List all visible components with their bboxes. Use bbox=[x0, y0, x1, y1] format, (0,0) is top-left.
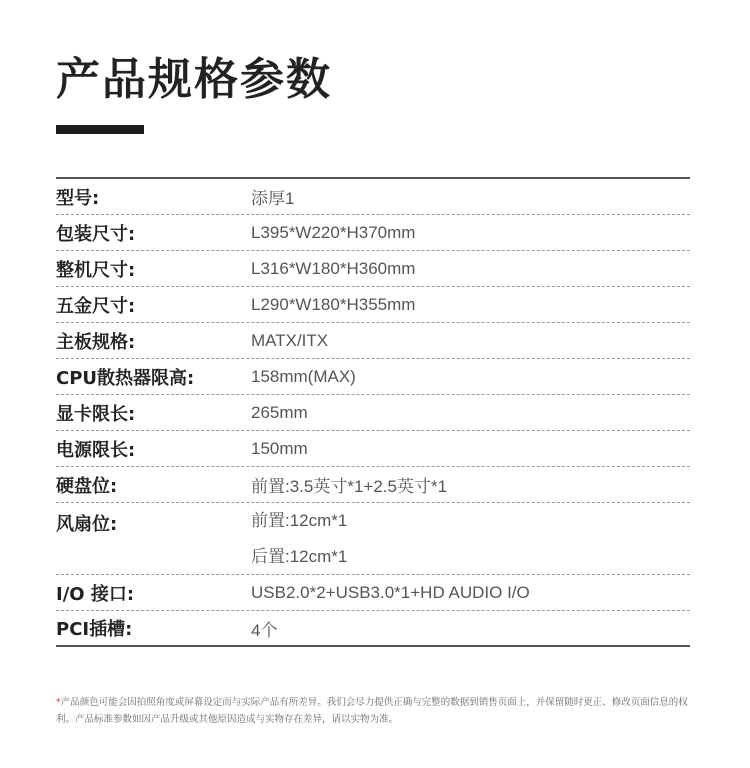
spec-label: 电源限长: bbox=[56, 439, 136, 461]
spec-value-list bbox=[251, 503, 347, 574]
spec-row-hardware-size bbox=[56, 287, 690, 323]
spec-value: 前置:12cm*1 bbox=[251, 511, 348, 530]
spec-label: 显卡限长: bbox=[56, 403, 136, 425]
spec-value: MATX/ITX bbox=[251, 330, 329, 350]
spec-value: L316*W180*H360mm bbox=[251, 258, 416, 278]
spec-value: 158mm(MAX) bbox=[251, 366, 356, 386]
spec-value: 后置:12cm*1 bbox=[251, 547, 348, 566]
spec-table bbox=[56, 177, 690, 647]
spec-value: 150mm bbox=[251, 438, 308, 458]
spec-label: 整机尺寸: bbox=[56, 259, 136, 281]
disclaimer-footnote bbox=[56, 694, 696, 728]
spec-label: PCI插槽: bbox=[56, 619, 133, 640]
spec-label: 型号: bbox=[56, 187, 100, 209]
spec-row-case-size bbox=[56, 251, 690, 287]
spec-row-model bbox=[56, 179, 690, 215]
spec-label: 五金尺寸: bbox=[56, 295, 136, 317]
spec-row-motherboard bbox=[56, 323, 690, 359]
spec-row-io-ports bbox=[56, 575, 690, 611]
spec-label: CPU散热器限高: bbox=[56, 367, 195, 389]
spec-row-fan-positions bbox=[56, 503, 690, 575]
spec-label: I/O 接口: bbox=[56, 583, 135, 605]
spec-value: 4个 bbox=[251, 620, 278, 640]
footnote-asterisk: * bbox=[56, 696, 61, 708]
spec-row-gpu-length bbox=[56, 395, 690, 431]
spec-row-drive-bays bbox=[56, 467, 690, 503]
spec-label: 包装尺寸: bbox=[56, 223, 136, 245]
footnote-text: 产品颜色可能会因拍照角度或屏幕设定而与实际产品有所差异。我们会尽力提供正确与完整的数据到销售页面上，并保留随时更正、修改页面信息的权利。产品标准参数如因产品升级或其他原因造成与实物存在差异，请以实物为准。 bbox=[56, 696, 688, 725]
title-underline-bar bbox=[56, 125, 144, 134]
spec-value: USB2.0*2+USB3.0*1+HD AUDIO I/O bbox=[251, 582, 530, 602]
spec-value: 前置:3.5英寸*1+2.5英寸*1 bbox=[251, 477, 448, 496]
spec-value: 265mm bbox=[251, 402, 308, 422]
spec-row-package-size bbox=[56, 215, 690, 251]
spec-label: 硬盘位: bbox=[56, 475, 118, 497]
spec-value: L290*W180*H355mm bbox=[251, 294, 416, 314]
spec-label: 主板规格: bbox=[56, 331, 136, 353]
spec-row-pci-slots bbox=[56, 611, 690, 647]
spec-label: 风扇位: bbox=[56, 514, 118, 535]
spec-row-cpu-cooler-height bbox=[56, 359, 690, 395]
spec-row-psu-length bbox=[56, 431, 690, 467]
spec-value: L395*W220*H370mm bbox=[251, 222, 416, 242]
spec-value: 添厚1 bbox=[251, 189, 295, 208]
page-title: 产品规格参数 bbox=[56, 54, 332, 105]
